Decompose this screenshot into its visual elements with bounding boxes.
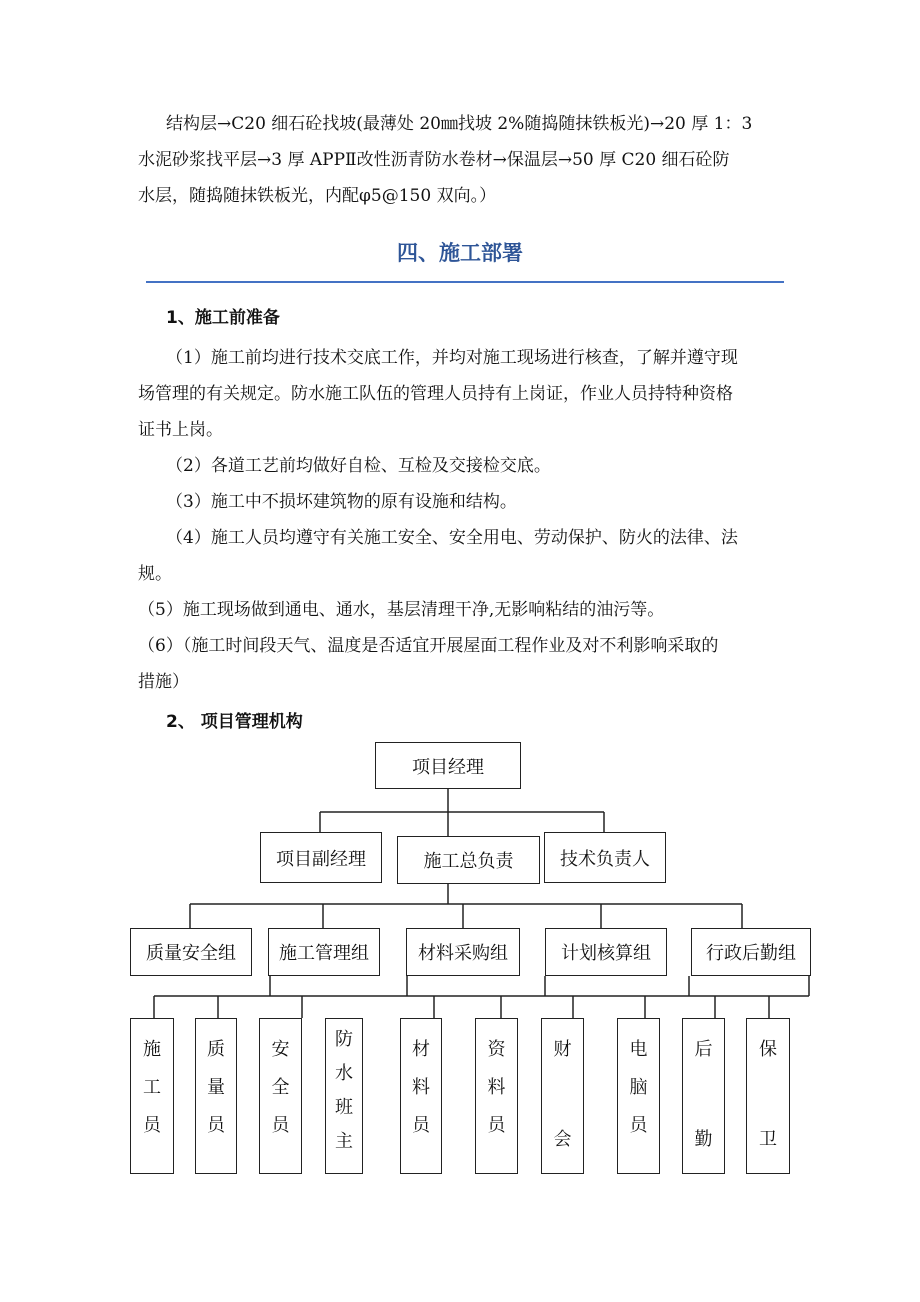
prep-item-3: （3）施工中不损坏建筑物的原有设施和结构。: [166, 492, 517, 512]
org-box-material-procurement-group: 材料采购组: [406, 928, 520, 976]
prep-item-1-line-1: （1）施工前均进行技术交底工作，并均对施工现场进行核查，了解并遵守现: [166, 348, 738, 368]
org-leaf-quality-inspector: 质 量 员: [195, 1018, 237, 1174]
org-leaf-logistics: 后 勤: [682, 1018, 725, 1174]
org-box-construction-management-group: 施工管理组: [268, 928, 380, 976]
org-title: 2、 项目管理机构: [166, 712, 303, 732]
org-leaf-waterproof-team-lead: 防 水 班 主: [325, 1018, 363, 1174]
org-leaf-accountant: 财 会: [541, 1018, 584, 1174]
prep-item-1-line-3: 证书上岗。: [138, 420, 223, 440]
org-leaf-material-clerk: 材 料 员: [400, 1018, 442, 1174]
prep-item-1-line-2: 场管理的有关规定。防水施工队伍的管理人员持有上岗证，作业人员持特种资格: [138, 384, 733, 404]
org-box-quality-safety-group: 质量安全组: [130, 928, 252, 976]
prep-item-5: （5）施工现场做到通电、通水，基层清理干净,无影响粘结的油污等。: [138, 600, 665, 620]
prep-item-2: （2）各道工艺前均做好自检、互检及交接检交底。: [166, 456, 551, 476]
org-box-technical-lead: 技术负责人: [544, 832, 666, 883]
org-box-construction-lead: 施工总负责: [397, 836, 540, 884]
prep-item-6-line-2: 措施）: [138, 672, 189, 692]
org-box-admin-logistics-group: 行政后勤组: [691, 928, 811, 976]
intro-line-1: 结构层→C20 细石砼找坡(最薄处 20㎜找坡 2%随捣随抹铁板光)→20 厚 1：3: [166, 114, 753, 134]
org-box-project-manager: 项目经理: [375, 742, 521, 789]
org-leaf-safety-officer: 安 全 员: [259, 1018, 302, 1174]
org-leaf-computer-operator: 电 脑 员: [617, 1018, 660, 1174]
org-box-planning-accounting-group: 计划核算组: [545, 928, 667, 976]
org-leaf-document-clerk: 资 料 员: [475, 1018, 518, 1174]
section-title: 四、施工部署: [397, 240, 523, 265]
org-leaf-security-guard: 保 卫: [746, 1018, 790, 1174]
org-box-deputy-manager: 项目副经理: [260, 832, 382, 883]
intro-line-2: 水泥砂浆找平层→3 厚 APPⅡ改性沥青防水卷材→保温层→50 厚 C20 细石砼防: [138, 150, 730, 170]
org-leaf-constructor: 施 工 员: [130, 1018, 174, 1174]
prep-item-6-line-1: （6）（施工时间段天气、温度是否适宜开展屋面工程作业及对不利影响采取的: [138, 636, 719, 656]
prep-item-4-line-1: （4）施工人员均遵守有关施工安全、安全用电、劳动保护、防火的法律、法: [166, 528, 738, 548]
prep-title: 1、施工前准备: [166, 308, 280, 328]
prep-item-4-line-2: 规。: [138, 564, 172, 584]
intro-line-3: 水层，随捣随抹铁板光，内配φ5@150 双向。）: [138, 186, 497, 206]
